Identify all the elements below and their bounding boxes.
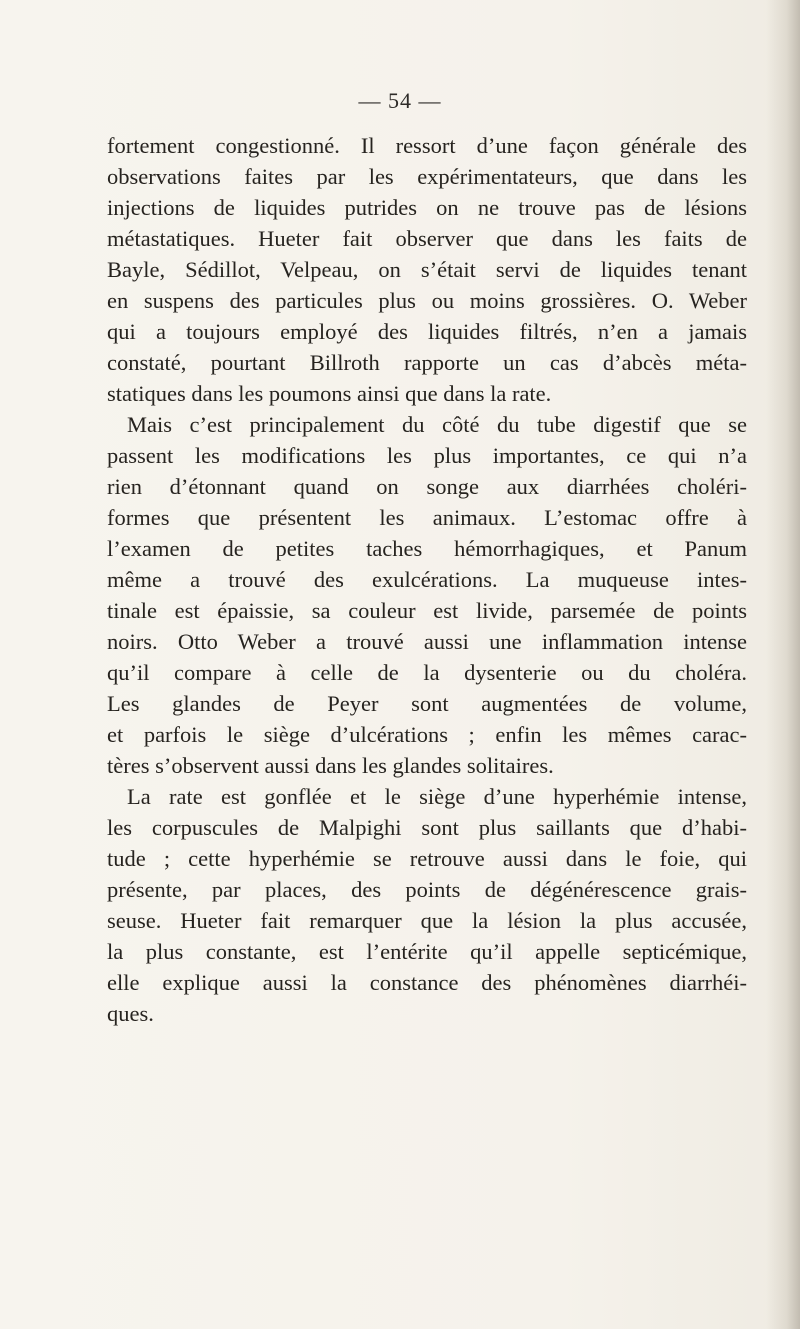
text-line: Les glandes de Peyer sont augmentées de volume, [107, 691, 747, 716]
text-line: ques. [107, 1001, 154, 1026]
text-line: l’examen de petites taches hémorrhagiques, et Panum [107, 536, 747, 561]
text-line: injections de liquides putrides on ne trouve pas de lésions [107, 195, 747, 220]
text-line: La rate est gonflée et le siège d’une hyperhémie intense, [127, 784, 747, 809]
page-edge-shadow [766, 0, 800, 1329]
body-text [107, 130, 747, 1029]
text-line: fortement congestionné. Il ressort d’une façon générale des [107, 133, 747, 158]
text-line: elle explique aussi la constance des phénomènes diarrhéi- [107, 970, 747, 995]
text-line: qui a toujours employé des liquides filtrés, n’en a jamais [107, 319, 747, 344]
text-line: observations faites par les expérimentateurs, que dans les [107, 164, 747, 189]
text-line: même a trouvé des exulcérations. La muqueuse intes- [107, 567, 747, 592]
text-line: Bayle, Sédillot, Velpeau, on s’était servi de liquides tenant [107, 257, 747, 282]
text-line: la plus constante, est l’entérite qu’il appelle septicémique, [107, 939, 747, 964]
text-line: noirs. Otto Weber a trouvé aussi une inflammation intense [107, 629, 747, 654]
text-line: constaté, pourtant Billroth rapporte un cas d’abcès méta- [107, 350, 747, 375]
text-line: tude ; cette hyperhémie se retrouve aussi dans le foie, qui [107, 846, 747, 871]
text-line: statiques dans les poumons ainsi que dans la rate. [107, 381, 552, 406]
text-line: passent les modifications les plus importantes, ce qui n’a [107, 443, 747, 468]
text-line: et parfois le siège d’ulcérations ; enfin les mêmes carac- [107, 722, 747, 747]
text-line: les corpuscules de Malpighi sont plus saillants que d’habi- [107, 815, 747, 840]
text-line: formes que présentent les animaux. L’estomac offre à [107, 505, 747, 530]
text-line: qu’il compare à celle de la dysenterie ou du choléra. [107, 660, 747, 685]
text-line: Mais c’est principalement du côté du tube digestif que se [127, 412, 747, 437]
text-line: seuse. Hueter fait remarquer que la lésion la plus accusée, [107, 908, 747, 933]
text-line: tinale est épaissie, sa couleur est livide, parsemée de points [107, 598, 747, 623]
text-line: en suspens des particules plus ou moins grossières. O. Weber [107, 288, 747, 313]
page-number: — 54 — [358, 88, 442, 113]
text-line: présente, par places, des points de dégénérescence grais- [107, 877, 747, 902]
text-line: rien d’étonnant quand on songe aux diarrhées choléri- [107, 474, 747, 499]
text-line: tères s’observent aussi dans les glandes solitaires. [107, 753, 554, 778]
text-line: métastatiques. Hueter fait observer que dans les faits de [107, 226, 747, 251]
